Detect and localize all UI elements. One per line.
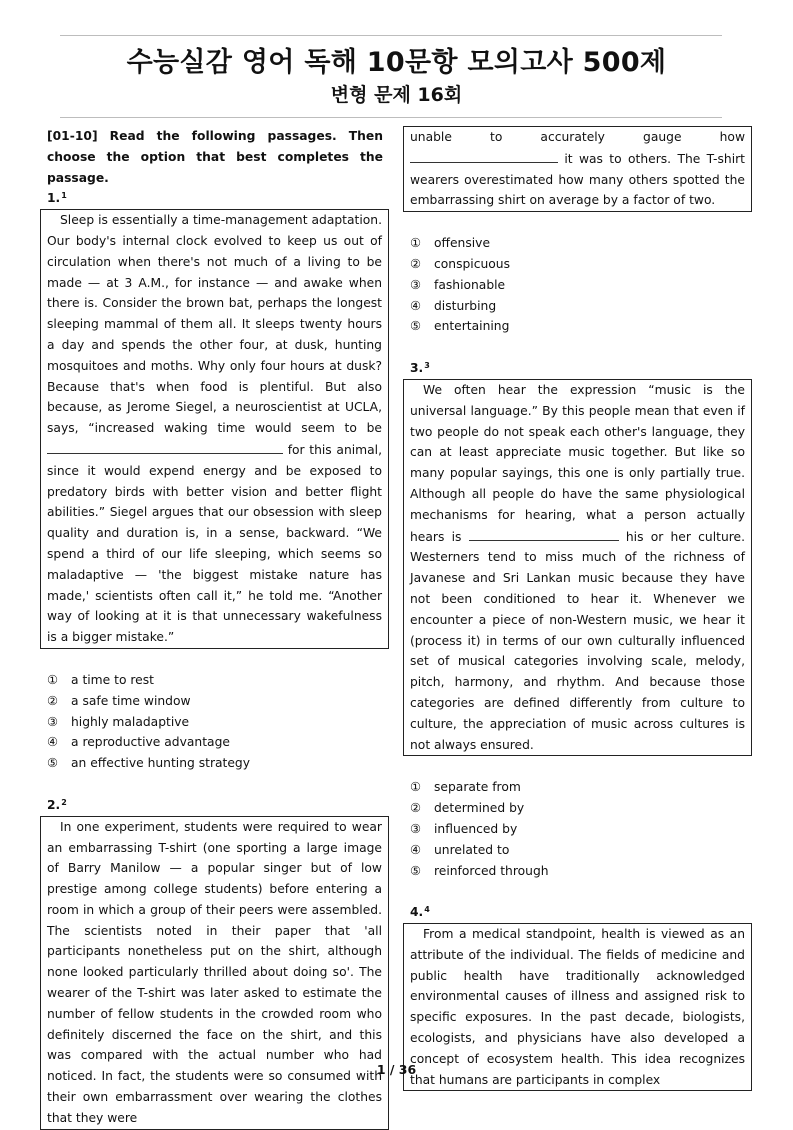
question-2-option-5[interactable]: ⑤ entertaining [410,319,510,334]
question-2-options [403,233,752,337]
question-2-text-cont: unable to accurately gauge how [410,130,745,144]
question-1-option-3[interactable]: ③ highly maladaptive [47,714,190,729]
question-2-option-3[interactable]: ③ fashionable [410,277,506,292]
question-2-text-before: In one experiment, students were required to wear an embarrassing T-shirt (one sporting a large image of Barry Manilow — a popular singer but of low prestige among college students) before entering a room in which a group of their peers were assembled. The scientists noted in their paper that 'all participants nonetheless put on the shirt, although none looked particularly thrilled about doing so'. The wearer of the T-shirt was later asked to estimate the number of fellow students in the crowded room who definitely discerned the face on the shirt, and this was compared with the actual number who had noticed. In fact, the students were so consumed with their own embarrassment over wearing the clothes that they were [47,819,382,1125]
question-1-text-before: Sleep is essentially a time-management adaptation. Our body's internal clock evolved to keep us out of circulation when there's not much of a living to be made — at 3 A.M., for instance — and awake when there is. Consider the brown bat, perhaps the longest sleeping mammal of them all. It sleeps twenty hours a day and spends the other four, at dusk, hunting mosquitoes and moths. Why only four hours at dusk? Because that's when food is plentiful. But also because, as Jerome Siegel, a neuroscientist at UCLA, says, “increased waking time would seem to be [47,213,382,436]
left-column [40,126,389,1130]
question-1-passage [40,209,389,649]
question-1-text-after: for this animal, since it would expend energy and be exposed to predatory birds with better vision and better flight abilities.” Siegel argues that our obsession with sleep quality and duration is, in a sense, backward. “We spend a third of our life sleeping, which seems so maladaptive — 'the biggest mistake nature has made,' scientists often call it,” he told me. “Another way of looking at it is that unnecessary wakefulness is a bigger mistake.” [47,442,382,645]
question-2-passage-part2 [403,126,752,212]
instructions: [01-10] Read the following passages. Then choose the option that best completes the passage. [47,129,383,185]
question-2-number: 2.$^2$ [47,797,67,812]
question-1-option-1[interactable]: ① a time to rest [47,672,154,687]
question-3-option-1[interactable]: ① separate from [410,780,521,795]
page-subtitle: 변형 문제 16회 [330,84,463,106]
question-3-footnote: 3 [424,361,430,371]
question-2-option-2[interactable]: ② conspicuous [410,256,510,271]
question-4-number: 4.$^4$ [410,905,430,920]
question-3-blank [469,526,619,541]
question-3-option-5[interactable]: ⑤ reinforced through [410,863,549,878]
question-3-text-before: We often hear the expression “music is the universal language.” By this people mean that even if two people do not speak each other's language, they can at least appreciate music together. But like so many popular sayings, this one is only partially true. Although all people do have the same physiological mechanisms for hearing, what a person actually hears is [410,382,745,544]
question-2-blank [410,148,558,163]
question-1-option-4[interactable]: ④ a reproductive advantage [47,735,230,750]
page-title: 수능실감 영어 독해 10문항 모의고사 500제 [126,47,667,78]
question-1-option-2[interactable]: ② a safe time window [47,693,191,708]
question-3-option-4[interactable]: ④ unrelated to [410,842,510,857]
question-2-passage-part1 [40,816,389,1130]
question-3-text-after: his or her culture. Westerners tend to miss much of the richness of Javanese and Sri Lankan music because they have not been conditioned to hear it. Whenever we encounter a piece of non-Western music, we hear it (process it) in terms of our own culturally influenced set of musical categories involving scale, melody, pitch, harmony, and rhythm. And because those categories are defined differently from culture to culture, the appreciation of music across cultures is not always ensured. [410,529,745,752]
question-3-passage [403,379,752,756]
question-1-options [40,670,389,774]
question-1-number: 1.$^1$ [47,191,67,206]
question-1-blank [47,439,283,454]
question-2-text-after: it was to others. The T-shirt wearers overestimated how many others spotted the embarrassing shirt on average by a factor of two. [410,151,745,208]
question-2-option-4[interactable]: ④ disturbing [410,298,497,313]
question-1-footnote: 1 [61,191,67,201]
question-2-option-1[interactable]: ① offensive [410,236,491,251]
question-4-footnote: 4 [424,905,430,915]
question-3-number: 3.$^3$ [410,361,430,376]
question-3-option-2[interactable]: ② determined by [410,801,525,816]
question-3-option-3[interactable]: ③ influenced by [410,821,518,836]
question-4-text-before: From a medical standpoint, health is viewed as an attribute of the individual. The fields of medicine and public health have traditionally acknowledged environmental causes of illness and assigned risk to specific exposures. In the past decade, biologists, ecologists, and physicians have also developed a concept of ecosystem health. This idea recognizes that humans are participants in complex [410,927,745,1087]
question-2-footnote: 2 [61,797,67,807]
question-3-options [403,777,752,881]
header-rule [60,117,722,118]
page-number: 1 / 36 [376,1062,417,1077]
question-1-option-5[interactable]: ⑤ an effective hunting strategy [47,756,251,771]
right-column [403,126,752,1091]
top-rule [60,35,722,36]
